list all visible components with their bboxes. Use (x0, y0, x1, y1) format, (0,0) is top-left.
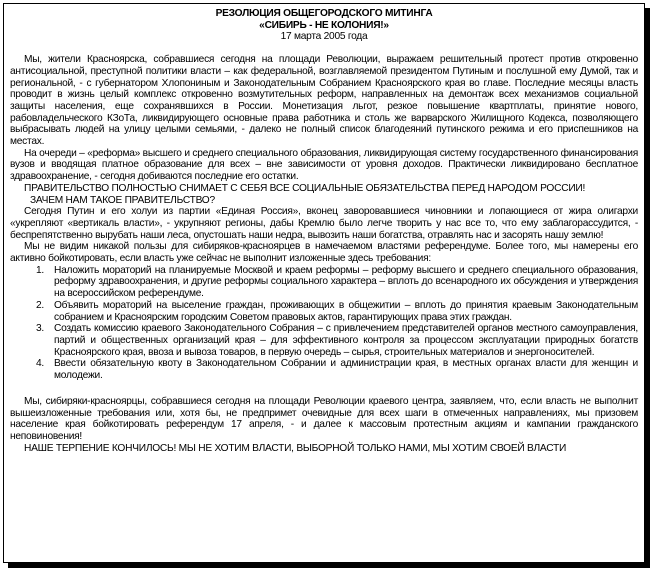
intro-paragraph: Мы, жители Красноярска, собравшиеся сегодня на площади Революции, выражаем решительный протест против откровенно антисоциальной, преступной политики власти – как федеральной, возглавляемой президентом Путиным и послушной ему Думой, так и региональной, - с губернатором Хлопониным и Законодательным Собранием Красноярского края во главе. Последние месяцы власть проводит в жизнь целый комплекс откровенно возмутительных реформ, направленных на демонтаж всех механизмов социальной защиты населения, еще сохранявшихся в России. Монетизация льгот, резкое повышение квартплаты, принятие нового, рабовладельческого КЗоТа, ликвидирующего основные права работника и столь же варварского Жилищного Кодекса, позволяющего выбрасывать людей на улицу целыми семьями, - далеко не полный список благодеяний путинского режима и его приспешников на местах. (10, 54, 638, 148)
question-heading: ЗАЧЕМ НАМ ТАКОЕ ПРАВИТЕЛЬСТВО? (30, 194, 215, 206)
demand-item (10, 265, 638, 300)
demand-item (10, 323, 638, 358)
demand-number: 1. (36, 264, 44, 276)
demand-text: Объявить мораторий на выселение граждан, проживающих в общежитии – вплоть до принятия краевым Законодательным собранием и Красноярским городским Советом правовых актов, гарантирующих права этих граждан. (54, 299, 638, 323)
document-body (4, 4, 644, 454)
demand-text: Ввести обязательную квоту в Законодательном Собрании и администрации края, в местных органах власти для женщин и молодежи. (54, 358, 638, 382)
demand-number: 4. (36, 358, 44, 370)
demands-list (10, 265, 638, 382)
government-statement: ПРАВИТЕЛЬСТВО ПОЛНОСТЬЮ СНИМАЕТ С СЕБЯ ВСЕ СОЦИАЛЬНЫЕ ОБЯЗАТЕЛЬСТВА ПЕРЕД НАРОДОМ РОССИИ! (24, 182, 586, 194)
section-spacer (10, 382, 638, 396)
demand-number: 2. (36, 299, 44, 311)
demand-item (10, 358, 638, 381)
demand-text: Создать комиссию краевого Законодательного Собрания – с привлечением представителей органов местного самоуправления, партий и общественных организаций края – для эффективного контроля за процессом эксплуатации природных богатств Красноярского края, ввоза и вывоза товаров, в первую очередь – сырья, строительных материалов и энергоносителей. (54, 323, 638, 358)
referendum-paragraph: Мы не видим никакой пользы для сибиряков-красноярцев в намечаемом властями референдуме. Более того, мы намерены его активно бойкотировать, если власть уже сейчас не выполнит изложенные здесь требования: (10, 241, 638, 265)
document-date: 17 марта 2005 года (280, 31, 368, 43)
demand-item (10, 300, 638, 323)
cut-off-line: НАШЕ ТЕРПЕНИЕ КОНЧИЛОСЬ! МЫ НЕ ХОТИМ ВЛАСТИ, ВЫБОРНОЙ ТОЛЬКО НАМИ, МЫ ХОТИМ СВОЕЙ ВЛАСТИ (24, 442, 567, 454)
document-title-line1: РЕЗОЛЮЦИЯ ОБЩЕГОРОДСКОГО МИТИНГА (215, 8, 433, 19)
document-title-line2: «СИБИРЬ - НЕ КОЛОНИЯ!» (259, 19, 389, 31)
closing-paragraph: Мы, сибиряки-красноярцы, собравшиеся сегодня на площади Революции краевого центра, заявляем, что, если власть не выполнит вышеизложенные требования или, хотя бы, не предпримет очевидные для всех шаги в отмеченных направлениях, мы призовем население края бойкотировать референдум 17 апреля, - и далее к массовым протестным акциям и кампании гражданского неповиновения! (10, 395, 638, 442)
education-paragraph: На очереди – «реформа» высшего и среднего специального образования, ликвидирующая систему государственного финансирования вузов и вводящая платное образование для всех – вне зависимости от уровня доходов. Практически ликвидировано бесплатное здравоохранение, - сегодня добиваются последние его остатки. (10, 147, 638, 183)
demand-text: Наложить мораторий на планируемые Москвой и краем реформы – реформу высшего и среднего специального образования, реформу здравоохранения, и другие реформы социального характера – вплоть до всенародного их обсуждения и утверждения на всероссийском референдуме. (54, 264, 638, 300)
resolution-document (3, 3, 645, 563)
demand-number: 3. (36, 323, 44, 335)
party-paragraph: Сегодня Путин и его холуи из партии «Единая Россия», вконец заворовавшиеся чиновники и лопающиеся от жира олигархи «укрепляют «вертикаль власти», - укрупняют регионы, дабы Кремлю было легче творить у нас все то, что ему заблагорассудится, - беспрепятственно вырубать наши леса, опустошать наши недра, вывозить наши богатства, отравлять нас и засорять нашу землю! (10, 206, 638, 241)
